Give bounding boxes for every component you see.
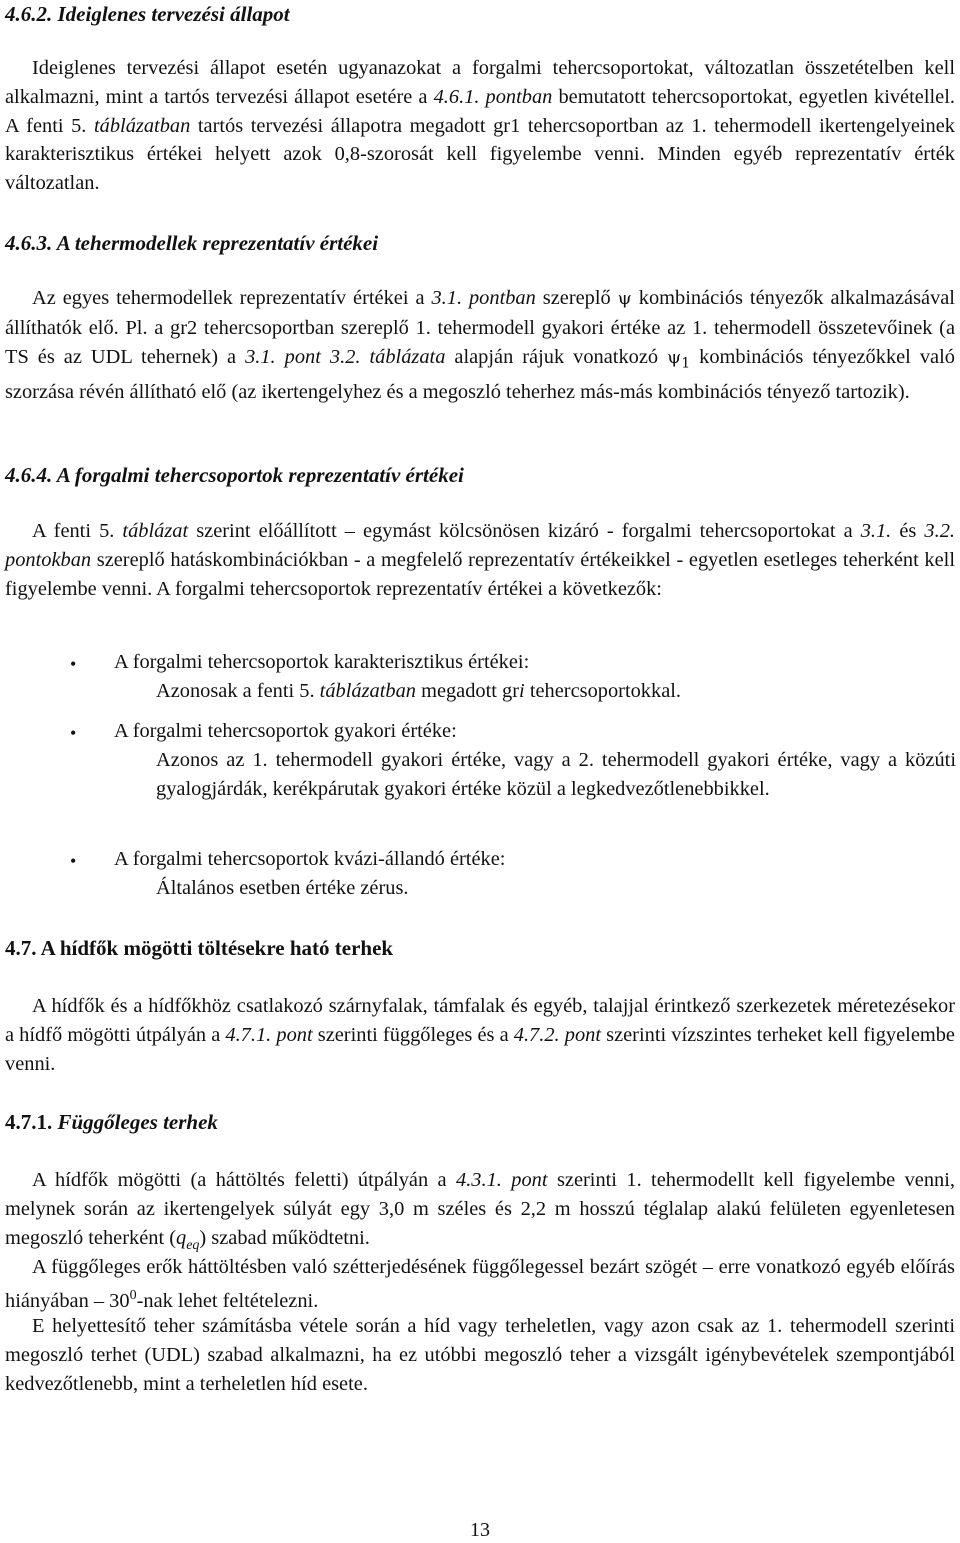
psi-symbol: ψ [617, 288, 632, 309]
paragraph-4-6-3: Az egyes tehermodellek reprezentatív értékei a 3.1. pontban szereplő ψ kombinációs tényezők alkalmazásával állíthatók elő. Pl. a gr2 tehercsoportban szereplő 1. tehermodell gyakori értéke az 1. tehermodell összetevőinek (a TS és az UDL tehernek) a 3.1. pont 3.2. táblázata alapján rájuk vonatkozó $\psi_1$ kombinációs tényezőkkel való szorzása révén állítható elő (az ikertengelyhez és a megoszló teherhez más-más kombinációs tényező tartozik). [5, 287, 955, 403]
section-heading-4-6-2: 4.6.2. Ideiglenes tervezési állapot [5, 2, 290, 26]
paragraph-4-7-1-b: A függőleges erők háttöltésben való szétterjedésének függőlegessel bezárt szögét – erre vonatkozó egyéb előírás hiányában – $30^0$-nak lehet feltételezni. [5, 1256, 955, 1312]
section-heading-4-7: 4.7. A hídfők mögötti töltésekre ható terhek [5, 936, 394, 960]
page-number: 13 [470, 1519, 490, 1541]
section-heading-4-7-1: 4.7.1. Függőleges terhek [5, 1110, 218, 1134]
paragraph-4-6-4: A fenti 5. táblázat szerint előállított – egymást kölcsönösen kizáró - forgalmi tehercsoportokat a 3.1. és 3.2. pontokban szereplő hatáskombinációkban - a megfelelő reprezentatív értékeikkel - egyetlen esetleges teherként kell figyelembe venni. A forgalmi tehercsoportok reprezentatív értékei a következők: [5, 520, 955, 600]
paragraph-4-7: A hídfők és a hídfőkhöz csatlakozó szárnyfalak, támfalak és egyéb, talajjal érintkező szerkezetek méretezésekor a hídfő mögötti útpályán a 4.7.1. pont szerinti függőleges és a 4.7.2. pont szerinti vízszintes terheket kell figyelembe venni. [5, 995, 955, 1075]
paragraph-4-7-1-a: A hídfők mögötti (a háttöltés feletti) útpályán a 4.3.1. pont szerinti 1. tehermodellt kell figyelembe venni, melynek során az ikertengelyek súlyát egy 3,0 m széles és 2,2 m hosszú téglalap alakú felületen egyenletesen megoszló teherként $(q_{eq})$ szabad működtetni. [5, 1169, 955, 1253]
paragraph-4-7-1-c: E helyettesítő teher számításba vétele során a híd vagy terheletlen, vagy azon csak az 1. tehermodell szerinti megoszló terhet (UDL) szabad alkalmazni, ha ez utóbbi megoszló teher a vizsgált igénybevételek szempontjából kedvezőtlenebb, mint a terheletlen híd esete. [5, 1315, 955, 1395]
section-heading-4-6-3: 4.6.3. A tehermodellek reprezentatív értékei [5, 231, 379, 255]
list-item: • A forgalmi tehercsoportok kvázi-állandó értéke: Általános esetben értéke zérus. [70, 848, 506, 899]
psi-1-symbol: $\psi_1$ [667, 346, 691, 372]
list-item: • A forgalmi tehercsoportok karakterisztikus értékei: Azonosak a fenti 5. táblázatban megadott gri tehercsoportokkal. [70, 651, 682, 702]
section-heading-4-6-4: 4.6.4. A forgalmi tehercsoportok reprezentatív értékei [5, 463, 464, 487]
list-item: • A forgalmi tehercsoportok gyakori értéke: Azonos az 1. tehermodell gyakori értéke, vagy a 2. tehermodell gyakori értéke, vagy a közúti gyalogjárdák, kerékpárutak gyakori értéke közül a legkedvezőtlenebbikkel. [70, 720, 956, 800]
bullet-icon: • [70, 723, 77, 743]
bullet-icon: • [70, 654, 77, 674]
paragraph-4-6-2: Ideiglenes tervezési állapot esetén ugyanazokat a forgalmi tehercsoportokat, változatlan összetételben kell alkalmazni, mint a tartós tervezési állapot esetére a 4.6.1. pontban bemutatott tehercsoportokat, egyetlen kivétellel. A fenti 5. táblázatban tartós tervezési állapotra megadott gr1 tehercsoportban az 1. tehermodell ikertengelyeinek karakterisztikus értékei helyett azok 0,8-szorosát kell figyelembe venni. Minden egyéb reprezentatív érték változatlan. [5, 57, 955, 195]
bullet-icon: • [70, 851, 77, 871]
